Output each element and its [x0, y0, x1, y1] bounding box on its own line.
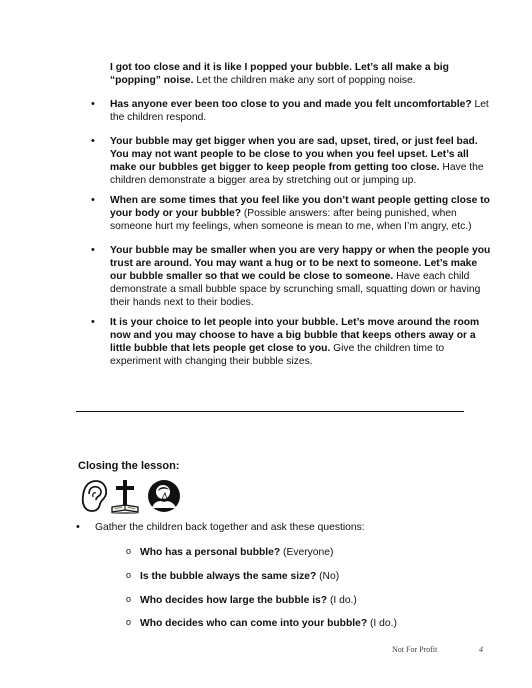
- question-item: [140, 570, 339, 583]
- question-answer: (I do.): [367, 618, 397, 629]
- footer-text: Not For Profit: [392, 645, 438, 654]
- bullet-item: [91, 194, 492, 233]
- bullet-bold: When are some times that you feel like you don’t want people getting close to your body or your bubble?: [110, 195, 490, 219]
- question-item: [140, 546, 333, 559]
- ear-icon: [83, 481, 106, 511]
- question-item: [140, 594, 357, 607]
- question-bold: Who decides who can come into your bubble?: [140, 618, 368, 629]
- bullet-marker: •: [91, 244, 95, 256]
- question-answer: (No): [316, 571, 340, 582]
- bullet-bold: Your bubble may get bigger when you are sad, upset, tired, or just feel bad. You may not want people to be close to you when you feel upset. Let’s all make our bubbles get bigger to keep people from getting too close.: [110, 136, 478, 173]
- bullet-item: [91, 244, 492, 309]
- gather-instruction: Gather the children back together and ask these questions:: [95, 522, 365, 533]
- question-answer: (Everyone): [280, 547, 334, 558]
- bullet-marker: •: [91, 194, 95, 206]
- bullet-marker: •: [91, 98, 95, 110]
- sub-bullet-marker: o: [126, 594, 132, 604]
- intro-normal: Let the children make any sort of popping noise.: [193, 75, 416, 86]
- bullet-marker: •: [91, 316, 95, 328]
- bullet-marker: •: [76, 521, 80, 533]
- closing-heading: Closing the lesson:: [78, 460, 180, 472]
- bullet-bold: It is your choice to let people into your bubble. Let’s move around the room now and you may choose to have a big bubble that keeps others away or a little bubble that lets people get close to you.: [110, 317, 480, 354]
- question-answer: (I do.): [327, 595, 357, 606]
- bullet-item: [91, 316, 492, 368]
- bullet-item: [91, 98, 492, 124]
- intro-paragraph: [110, 61, 490, 87]
- sub-bullet-marker: o: [126, 617, 132, 627]
- question-bold: Who has a personal bubble?: [140, 547, 281, 558]
- question-bold: Is the bubble always the same size?: [140, 571, 317, 582]
- bullet-normal: Have each child demonstrate a small bubble space by scrunching small, squatting down or having their hands next to their bodies.: [110, 271, 481, 308]
- bullet-normal: Have the children demonstrate a bigger area by stretching out or jumping up.: [110, 162, 484, 186]
- cross-bible-icon: [111, 480, 139, 514]
- sub-bullet-marker: o: [126, 546, 132, 556]
- question-bold: Who decides how large the bubble is?: [140, 595, 328, 606]
- section-divider: [76, 411, 464, 412]
- bullet-normal: (Possible answers: after being punished, when someone hurt my feelings, when someone is mean to me, when I’m angry, etc.): [110, 208, 472, 232]
- intro-bold: I got too close and it is like I popped your bubble. Let’s all make a big “popping” noise.: [110, 62, 449, 86]
- page-number: 4: [479, 645, 483, 654]
- sub-bullet-marker: o: [126, 570, 132, 580]
- bullet-item: [91, 135, 492, 187]
- bullet-normal: Let the children respond.: [110, 99, 489, 123]
- question-item: [140, 617, 397, 630]
- bullet-normal: Give the children time to experiment with changing their bubble sizes.: [110, 343, 445, 367]
- praying-child-icon: [148, 480, 180, 512]
- closing-icons: [78, 478, 188, 514]
- bullet-marker: •: [91, 135, 95, 147]
- bullet-bold: Your bubble may be smaller when you are very happy or when the people you trust are around. You may want a hug or to be next to someone. Let’s make our bubble smaller so that we could be close to someone.: [110, 245, 491, 282]
- bullet-bold: Has anyone ever been too close to you and made you felt uncomfortable?: [110, 99, 472, 110]
